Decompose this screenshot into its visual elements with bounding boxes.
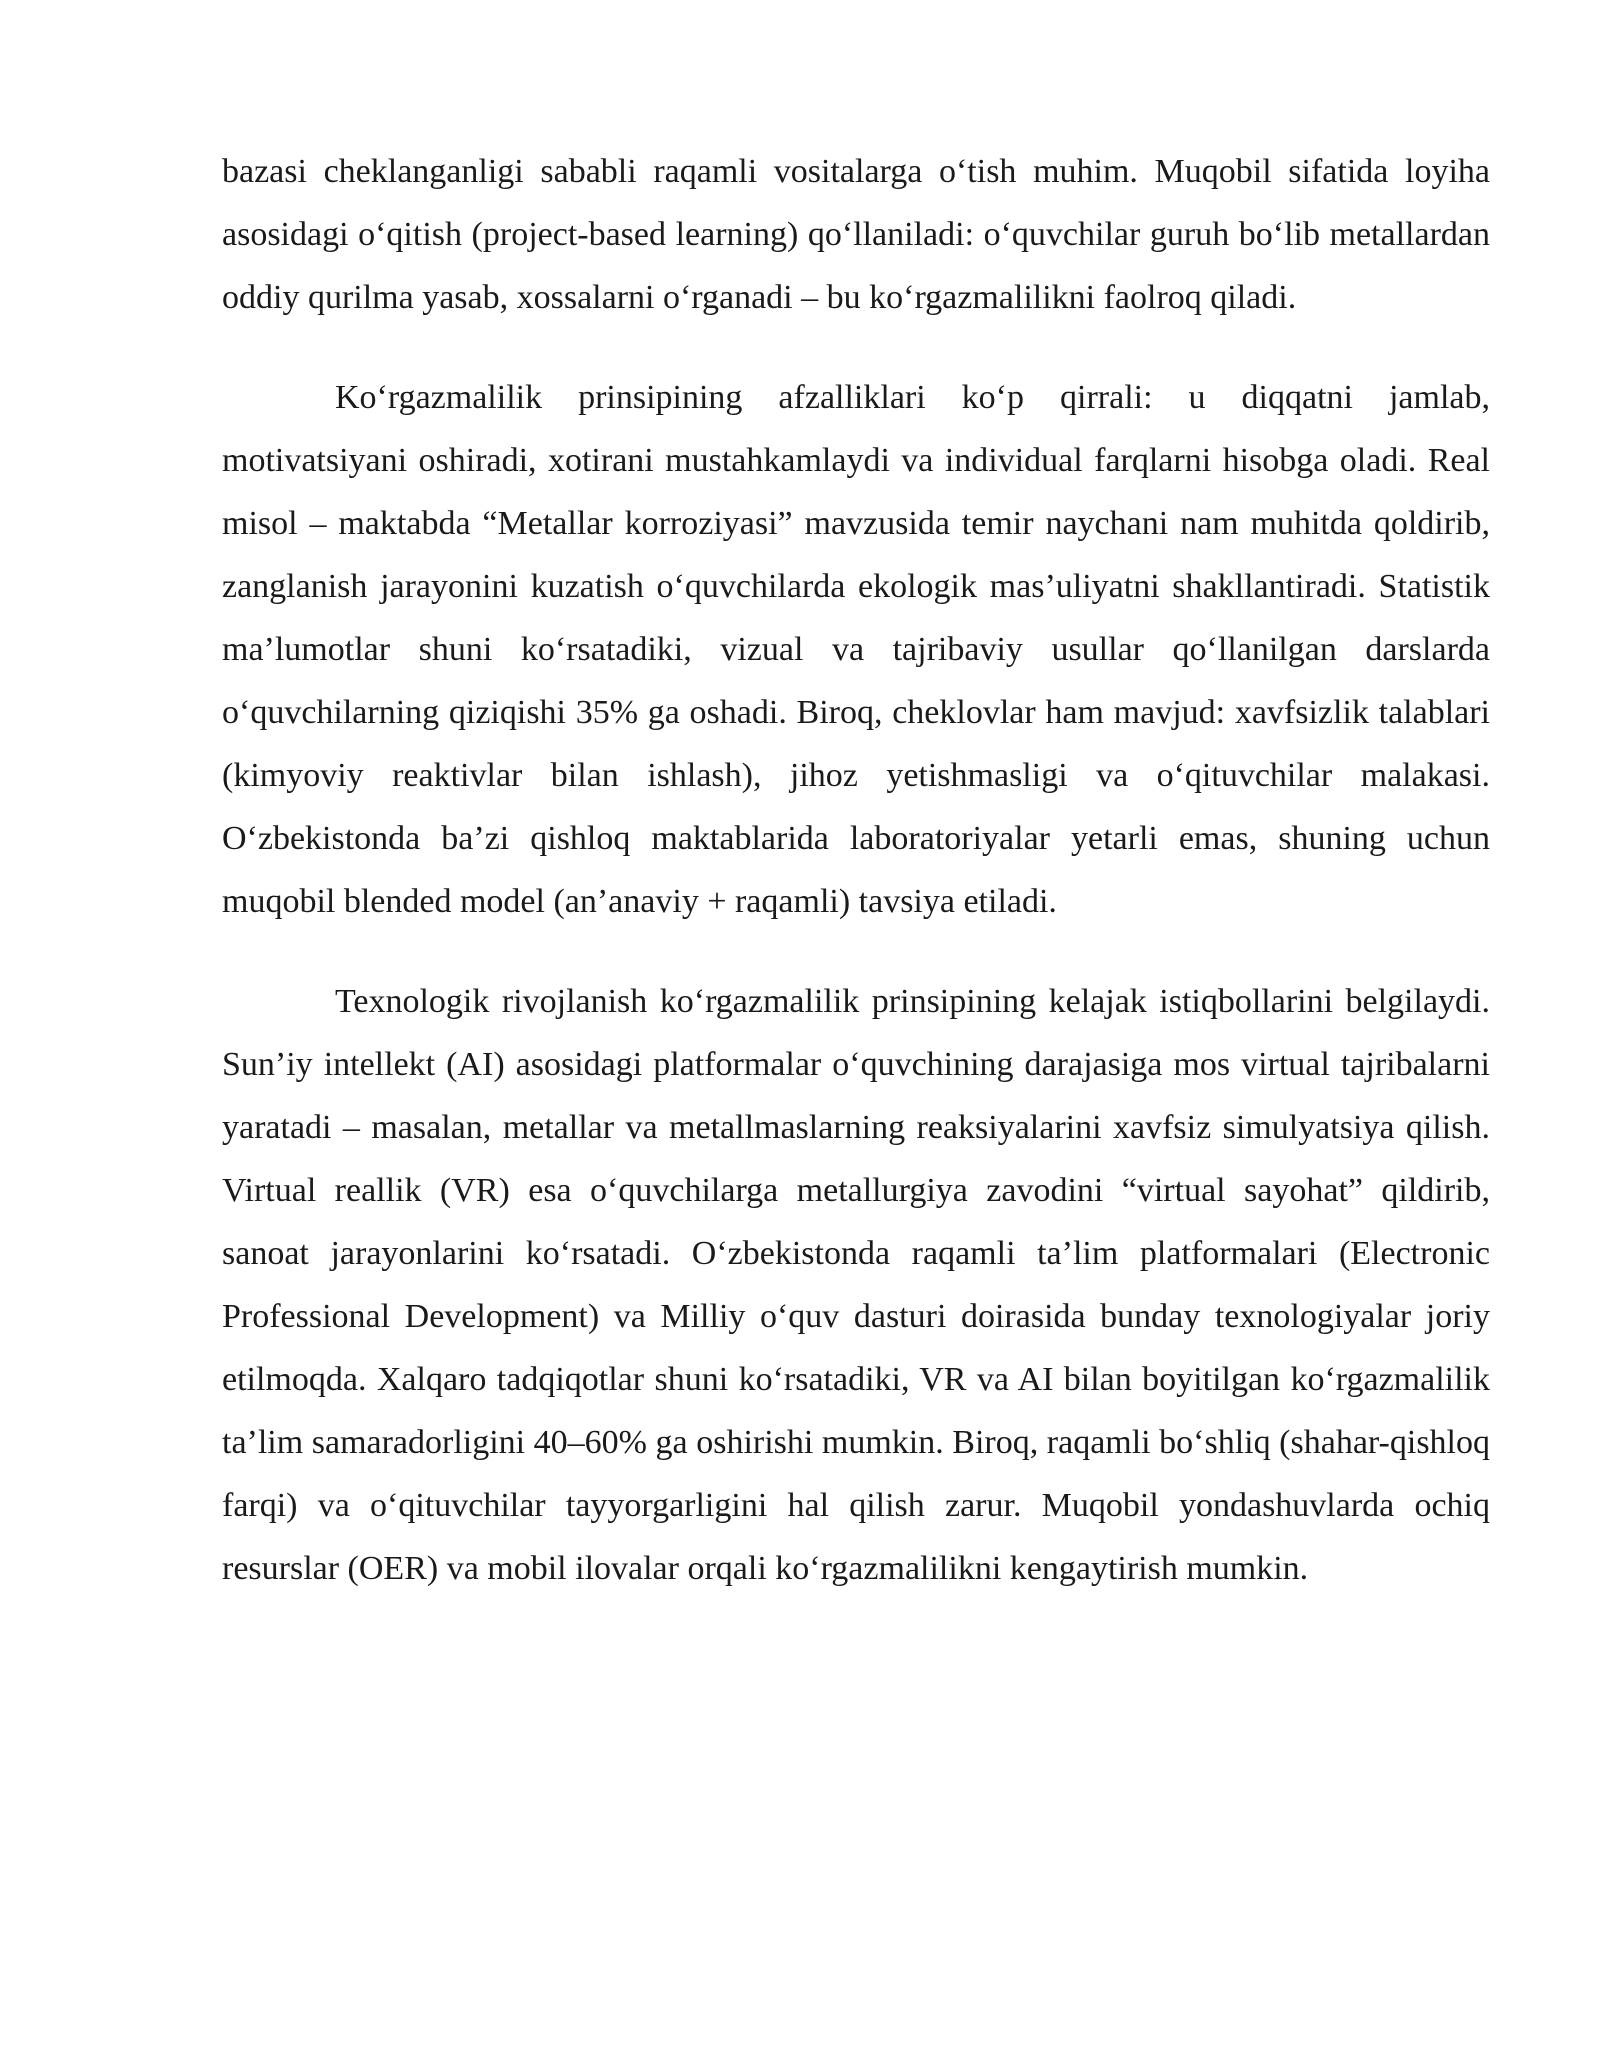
document-page [222,140,1490,1637]
paragraph-advantages: Ko‘rgazmalilik prinsipining afzalliklari ko‘p qirrali: u diqqatni jamlab, motivatsiyani oshiradi, xotirani mustahkamlaydi va individual farqlarni hisobga oladi. Real misol – maktabda “Metallar korroziyasi” mavzusida temir naychani nam muhitda qoldirib, zanglanish jarayonini kuzatish o‘quvchilarda ekologik mas’uliyatni shakllantiradi. Statistik ma’lumotlar shuni ko‘rsatadiki, vizual va tajribaviy usullar qo‘llanilgan darslarda o‘quvchilarning qiziqishi 35% ga oshadi. Biroq, cheklovlar ham mavjud: xavfsizlik talablari (kimyoviy reaktivlar bilan ishlash), jihoz yetishmasligi va o‘qituvchilar malakasi. O‘zbekistonda ba’zi qishloq maktablarida laboratoriyalar yetarli emas, shuning uchun muqobil blended model (an’anaviy + raqamli) tavsiya etiladi. [222,379,1490,920]
paragraph-technology: Texnologik rivojlanish ko‘rgazmalilik prinsipining kelajak istiqbollarini belgilaydi. Sun’iy intellekt (AI) asosidagi platformalar o‘quvchining darajasiga mos virtual tajribalarni yaratadi – masalan, metallar va metallmaslarning reaksiyalarini xavfsiz simulyatsiya qilish. Virtual reallik (VR) esa o‘quvchilarga metallurgiya zavodini “virtual sayohat” qildirib, sanoat jarayonlarini ko‘rsatadi. O‘zbekistonda raqamli ta’lim platformalari (Electronic Professional Development) va Milliy o‘quv dasturi doirasida bunday texnologiyalar joriy etilmoqda. Xalqaro tadqiqotlar shuni ko‘rsatadiki, VR va AI bilan boyitilgan ko‘rgazmalilik ta’lim samaradorligini 40–60% ga oshirishi mumkin. Biroq, raqamli bo‘shliq (shahar-qishloq farqi) va o‘qituvchilar tayyorgarligini hal qilish zarur. Muqobil yondashuvlarda ochiq resurslar (OER) va mobil ilovalar orqali ko‘rgazmalilikni kengaytirish mumkin. [222,983,1490,1587]
paragraph-continuation: bazasi cheklanganligi sababli raqamli vositalarga o‘tish muhim. Muqobil sifatida loyiha asosidagi o‘qitish (project-based learning) qo‘llaniladi: o‘quvchilar guruh bo‘lib metallardan oddiy qurilma yasab, xossalarni o‘rganadi – bu ko‘rgazmalilikni faolroq qiladi. [222,153,1490,316]
